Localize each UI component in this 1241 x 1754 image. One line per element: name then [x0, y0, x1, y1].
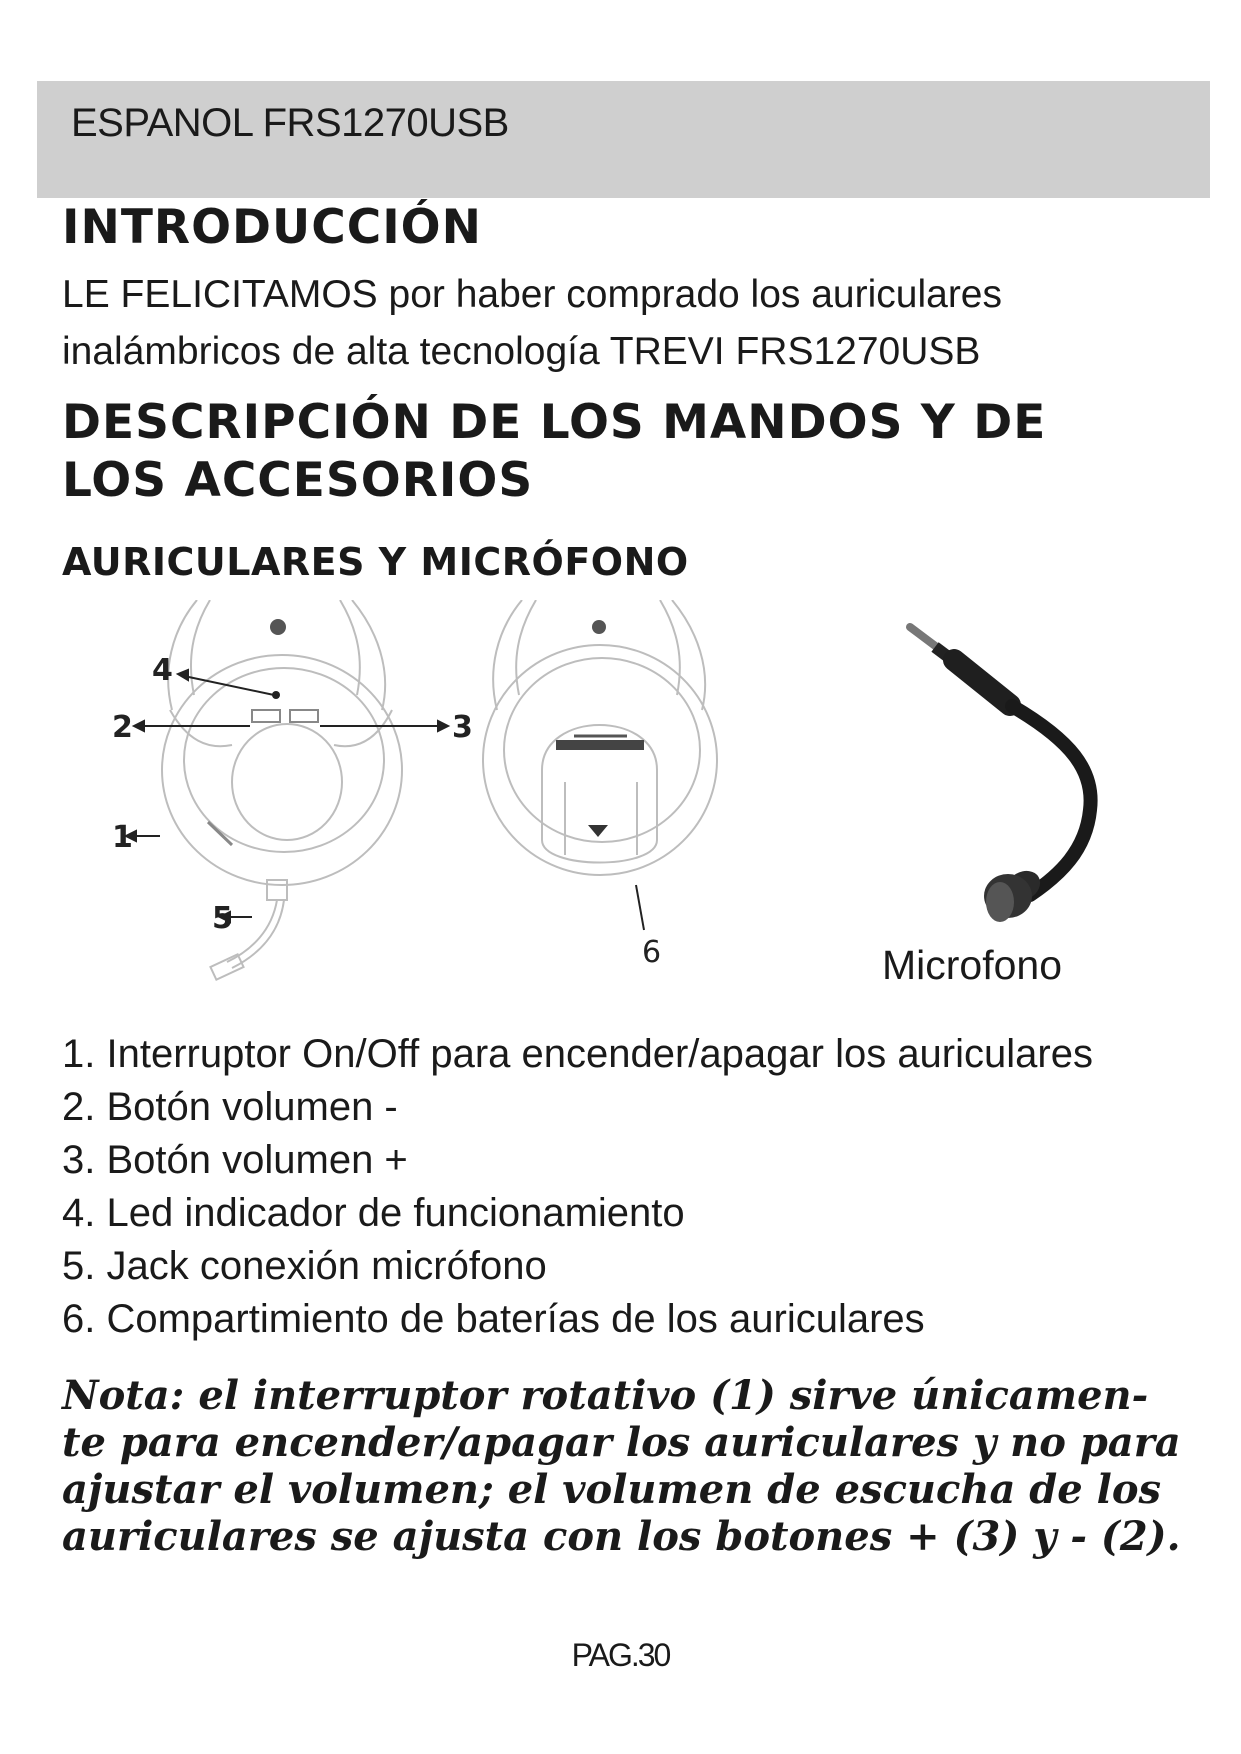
callout-1: 1	[112, 820, 133, 855]
intro-line: inalámbricos de alta tecnología TREVI FRS1270USB	[62, 330, 981, 373]
right-earcup-illustration	[162, 600, 402, 980]
headphones-diagram	[112, 600, 792, 1012]
list-item: 1. Interruptor On/Off para encender/apagar los auriculares	[62, 1032, 1093, 1076]
list-item: 5. Jack conexión micrófono	[62, 1244, 547, 1288]
callout-2: 2	[112, 710, 133, 745]
note-line: auriculares se ajusta con los botones + (3) y - (2).	[62, 1513, 1181, 1560]
headphones-subheading: AURICULARES Y MICRÓFONO	[62, 540, 689, 584]
note-line: ajustar el volumen; el volumen de escucha de los	[62, 1466, 1162, 1513]
list-item: 4. Led indicador de funcionamiento	[62, 1191, 685, 1235]
note-line: te para encender/apagar los auriculares y no para	[62, 1419, 1181, 1466]
header-title: ESPANOL FRS1270USB	[71, 101, 509, 145]
intro-text	[62, 266, 1002, 380]
microphone-caption: Microfono	[882, 942, 1063, 988]
list-item: 6. Compartimiento de baterías de los auriculares	[62, 1297, 925, 1341]
callout-4: 4	[152, 653, 173, 688]
callout-3: 3	[452, 710, 473, 745]
callout-6: 6	[642, 935, 662, 970]
description-heading-line: LOS ACCESORIOS	[62, 453, 534, 508]
description-heading	[62, 394, 1046, 510]
parts-list	[62, 1028, 1093, 1346]
page-number: PAG.30	[571, 1637, 670, 1673]
intro-heading: INTRODUCCIÓN	[62, 200, 482, 255]
list-item: 3. Botón volumen +	[62, 1138, 408, 1182]
note-paragraph	[62, 1372, 1181, 1560]
header-bar	[37, 81, 1210, 198]
microphone-illustration	[880, 610, 1140, 940]
description-heading-line: DESCRIPCIÓN DE LOS MANDOS Y DE	[62, 395, 1047, 450]
intro-line: LE FELICITAMOS por haber comprado los auriculares	[62, 273, 1002, 316]
list-item: 2. Botón volumen -	[62, 1085, 398, 1129]
callout-5: 5	[212, 901, 233, 936]
note-line: Nota: el interruptor rotativo (1) sirve únicamen-	[62, 1372, 1149, 1419]
